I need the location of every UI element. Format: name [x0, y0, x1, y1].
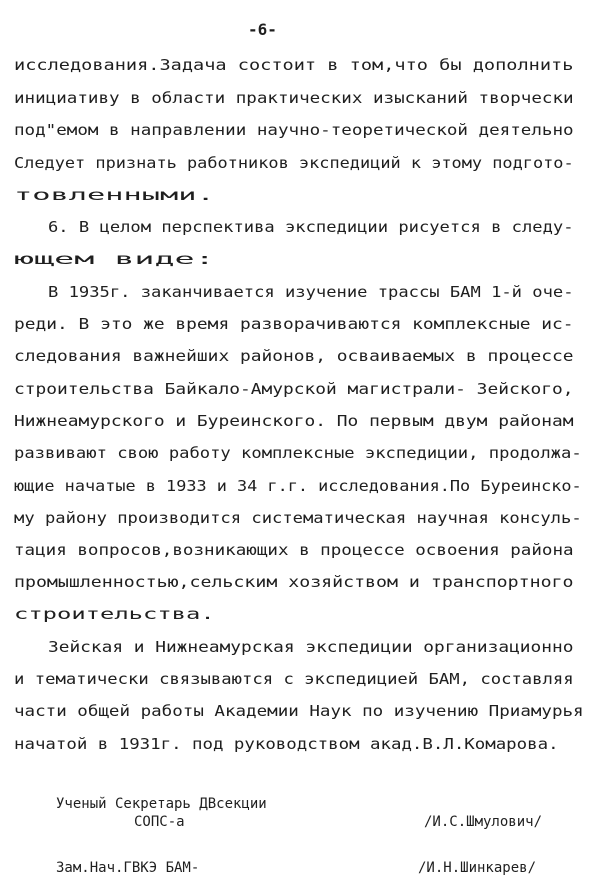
text-line: В 1935г. заканчивается изучение трассы БАМ 1-й оче- [48, 283, 574, 301]
text-line: части общей работы Академии Наук по изучению Приамурья [14, 702, 584, 720]
signatory-title: Зам.Нач.ГВКЭ БАМ- [56, 860, 200, 876]
text-line: Нижнеамурского и Буреинского. По первым двум районам [14, 412, 574, 430]
text-line: му району производится систематическая научная консуль- [14, 509, 582, 527]
text-line: ющем виде: [14, 250, 215, 268]
signatory-name: /И.С.Шмулович/ [424, 814, 543, 830]
signatory-title-continued: СОПС-а [134, 814, 185, 830]
text-line: исследования.Задача состоит в том,что бы дополнить [14, 56, 574, 74]
text-line: инициативу в области практических изысканий творчески [14, 89, 574, 107]
page-number: -6- [248, 20, 277, 39]
text-line: строительства Байкало-Амурской магистрали- Зейского, [14, 380, 574, 398]
text-line: товленными. [14, 186, 215, 204]
text-line: и тематически связываются с экспедицией БАМ, составляя [14, 670, 574, 688]
text-line: под"емом в направлении научно-теоретической деятельно [14, 121, 574, 139]
text-line: тация вопросов,возникающих в процессе освоения района [14, 541, 574, 559]
text-line: 6. В целом перспектива экспедиции рисуется в следу- [48, 218, 574, 236]
text-line: развивают свою работу комплексные экспедиции, продолжа- [14, 444, 582, 462]
text-line: строительства. [14, 605, 215, 623]
text-line: реди. В это же время разворачиваются комплексные ис- [14, 315, 574, 333]
text-line: ющие начатые в 1933 и 34 г.г. исследования.По Буреинско- [14, 477, 582, 495]
signatory-name: /И.Н.Шинкарев/ [418, 860, 537, 876]
text-line: начатой в 1931г. под руководством акад.В.Л.Комарова. [14, 735, 559, 753]
text-line: Следует признать работников экспедиций к этому подгото- [14, 154, 574, 172]
text-line: следования важнейших районов, осваиваемых в процессе [14, 347, 574, 365]
text-line: Зейская и Нижнеамурская экспедиции организационно [48, 638, 574, 656]
signatory-title: Ученый Секретарь ДВсекции [56, 796, 267, 812]
text-line: промышленностью,сельским хозяйством и транспортного [14, 573, 574, 591]
